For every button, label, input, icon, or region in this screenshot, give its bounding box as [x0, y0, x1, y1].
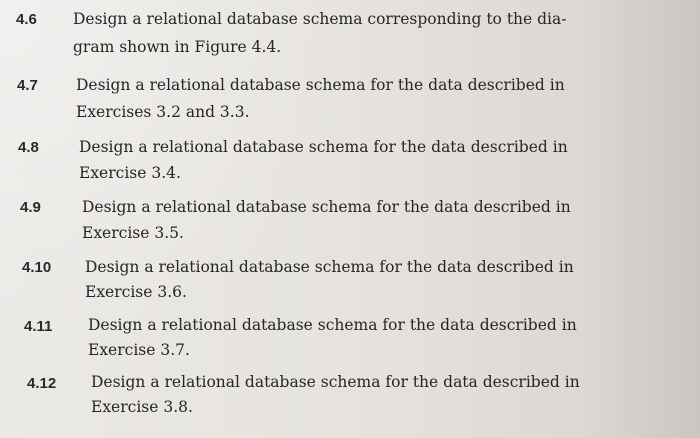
exercise-number: 4.6: [16, 11, 37, 28]
exercise-text-line: Exercise 3.7.: [88, 341, 190, 359]
exercise-text-line: Design a relational database schema for the data described in: [85, 258, 574, 276]
exercise-item: [0, 8, 700, 68]
exercise-text-line: Design a relational database schema corresponding to the dia-: [73, 10, 567, 28]
exercise-number: 4.8: [18, 139, 39, 156]
exercise-item: [0, 256, 700, 316]
exercise-number: 4.7: [17, 77, 38, 94]
exercise-text-line: Exercises 3.2 and 3.3.: [76, 103, 250, 121]
exercise-text-line: Design a relational database schema for the data described in: [82, 198, 571, 216]
exercise-item: [0, 74, 700, 134]
exercise-number: 4.12: [27, 375, 57, 392]
exercise-number: 4.9: [20, 199, 41, 216]
exercise-text-line: Design a relational database schema for the data described in: [88, 316, 577, 334]
exercise-text-line: Design a relational database schema for the data described in: [91, 373, 580, 391]
exercise-text-line: gram shown in Figure 4.4.: [73, 38, 282, 56]
exercise-text-line: Design a relational database schema for the data described in: [79, 138, 568, 156]
exercise-number: 4.11: [24, 318, 53, 335]
exercise-text-line: Exercise 3.4.: [79, 164, 181, 182]
exercise-item: [0, 196, 700, 256]
exercise-text-line: Exercise 3.5.: [82, 224, 184, 242]
exercise-number: 4.10: [22, 259, 52, 276]
exercise-text-line: Exercise 3.8.: [91, 398, 193, 416]
exercise-item: [0, 371, 700, 431]
exercise-text-line: Exercise 3.6.: [85, 283, 187, 301]
exercise-item: [0, 314, 700, 374]
exercise-text-line: Design a relational database schema for the data described in: [76, 76, 565, 94]
exercise-item: [0, 136, 700, 196]
